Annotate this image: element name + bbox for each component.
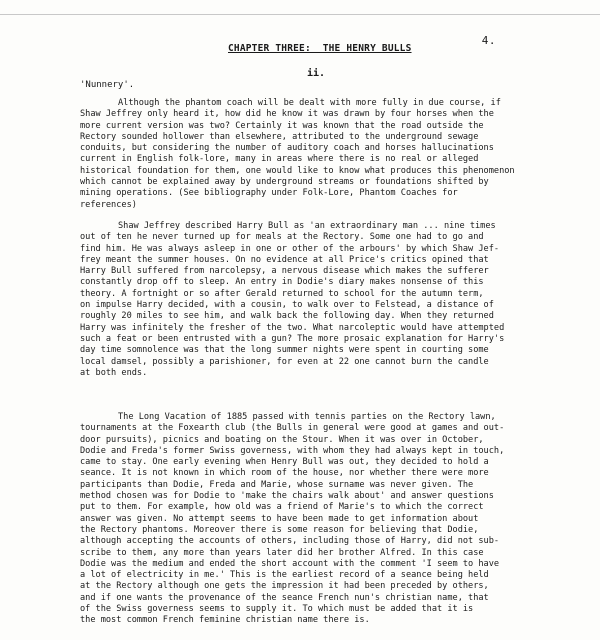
text-line: a lot of electricity in me.' This is the earliest record of a seance being held [80, 570, 489, 581]
text-line: current in English folk-lore, many in areas where there is no real or alleged [80, 154, 479, 165]
text-line: references) [80, 199, 137, 210]
text-line: Although the phantom coach will be dealt with more fully in due course, if [118, 98, 501, 108]
text-line: seance. It is not known in which room of the house, nor whether there were more [80, 468, 489, 479]
page-number: 4. [481, 34, 496, 47]
text-line: at both ends. [80, 367, 148, 378]
text-line: which cannot be explained away by underground streams or foundations shifted by [80, 177, 489, 188]
text-line: such a feat or been entrusted with a gun? The more prosaic explanation for Harry's [80, 333, 505, 344]
text-line: theory. A fortnight or so after Gerald returned to school for the autumn term, [80, 288, 484, 299]
text-line: Harry was infinitely the fresher of the two. What narcoleptic would have attempted [80, 322, 505, 333]
text-line: more current version was two? Certainly it was known that the road outside the [80, 120, 484, 131]
text-line: scribe to them, any more than years later did her brother Alfred. In this case [80, 547, 484, 558]
text-line: day time somnolence was that the long summer nights were spent in courting some [80, 345, 489, 356]
text-line: Rectory sounded hollower than elsewhere, attributed to the underground sewage [80, 131, 479, 142]
section-number: ii. [307, 68, 326, 79]
paragraph-harry-bull [80, 221, 595, 379]
text-line: answer was given. No attempt seems to have been made to get information about [80, 513, 479, 524]
text-line: Shaw Jeffrey only heard it, how did he know it was drawn by four horses when the [80, 109, 494, 120]
text-line: out of ten he never turned up for meals at the Rectory. Some one had to go and [80, 232, 484, 243]
text-line: Shaw Jeffrey described Harry Bull as 'an extraordinary man ... nine times [118, 221, 496, 231]
text-line: find him. He was always asleep in one or other of the arbours' by which Shaw Jef- [80, 243, 500, 254]
text-line: and if one wants the provenance of the seance French nun's christian name, that [80, 592, 489, 603]
section-tag: 'Nunnery'. [80, 80, 135, 90]
text-line: Dodie and Freda's former Swiss governess, with whom they had always kept in touch, [80, 445, 505, 456]
text-line: local damsel, possibly a parishioner, for even at 22 one cannot burn the candle [80, 356, 489, 367]
text-line: roughly 20 miles to see him, and walk back the following day. When they returned [80, 311, 494, 322]
text-line: door pursuits), picnics and boating on the Stour. When it was over in October, [80, 434, 484, 445]
text-line: constantly drop off to sleep. An entry in Dodie's diary makes nonsense of this [80, 277, 484, 288]
text-line: put to them. For example, how old was a friend of Marie's to which the correct [80, 502, 484, 513]
text-line: Dodie was the medium and ended the short account with the comment 'I seem to have [80, 558, 500, 569]
text-line: Harry Bull suffered from narcolepsy, a nervous disease which makes the sufferer [80, 266, 489, 277]
text-line: tournaments at the Foxearth club (the Bulls in general were good at games and out- [80, 423, 505, 434]
text-line: although accepting the accounts of others, including those of Harry, did not sub- [80, 536, 500, 547]
text-line: The Long Vacation of 1885 passed with tennis parties on the Rectory lawn, [118, 412, 496, 422]
text-line: method chosen was for Dodie to 'make the chairs walk about' and answer questions [80, 491, 494, 502]
text-line: mining operations. (See bibliography under Folk-Lore, Phantom Coaches for [80, 188, 458, 199]
text-line: came to stay. One early evening when Henry Bull was out, they decided to hold a [80, 457, 489, 468]
page-edge-line [0, 14, 600, 15]
text-line: conduits, but considering the number of auditory coach and horses hallucinations [80, 143, 494, 154]
text-line: at the Rectory although one gets the impression it had been preceded by others, [80, 581, 489, 592]
paragraph-long-vacation [80, 412, 595, 627]
text-line: of the Swiss governess seems to supply it. To which must be added that it is [80, 604, 474, 615]
text-line: participants than Dodie, Freda and Marie, whose surname was never given. The [80, 479, 474, 490]
text-line: the most common French feminine christian name there is. [80, 615, 370, 626]
text-line: the Rectory phantoms. Moreover there is some reason for believing that Dodie, [80, 524, 479, 535]
text-line: on impulse Harry decided, with a cousin, to walk over to Felstead, a distance of [80, 300, 494, 311]
text-line: frey meant the summer houses. On no evidence at all Price's critics opined that [80, 254, 489, 265]
paragraph-phantom-coach [80, 98, 595, 211]
chapter-title: CHAPTER THREE: THE HENRY BULLS [228, 43, 412, 54]
text-line: historical foundation for them, one would like to know what produces this phenomenon [80, 165, 515, 176]
